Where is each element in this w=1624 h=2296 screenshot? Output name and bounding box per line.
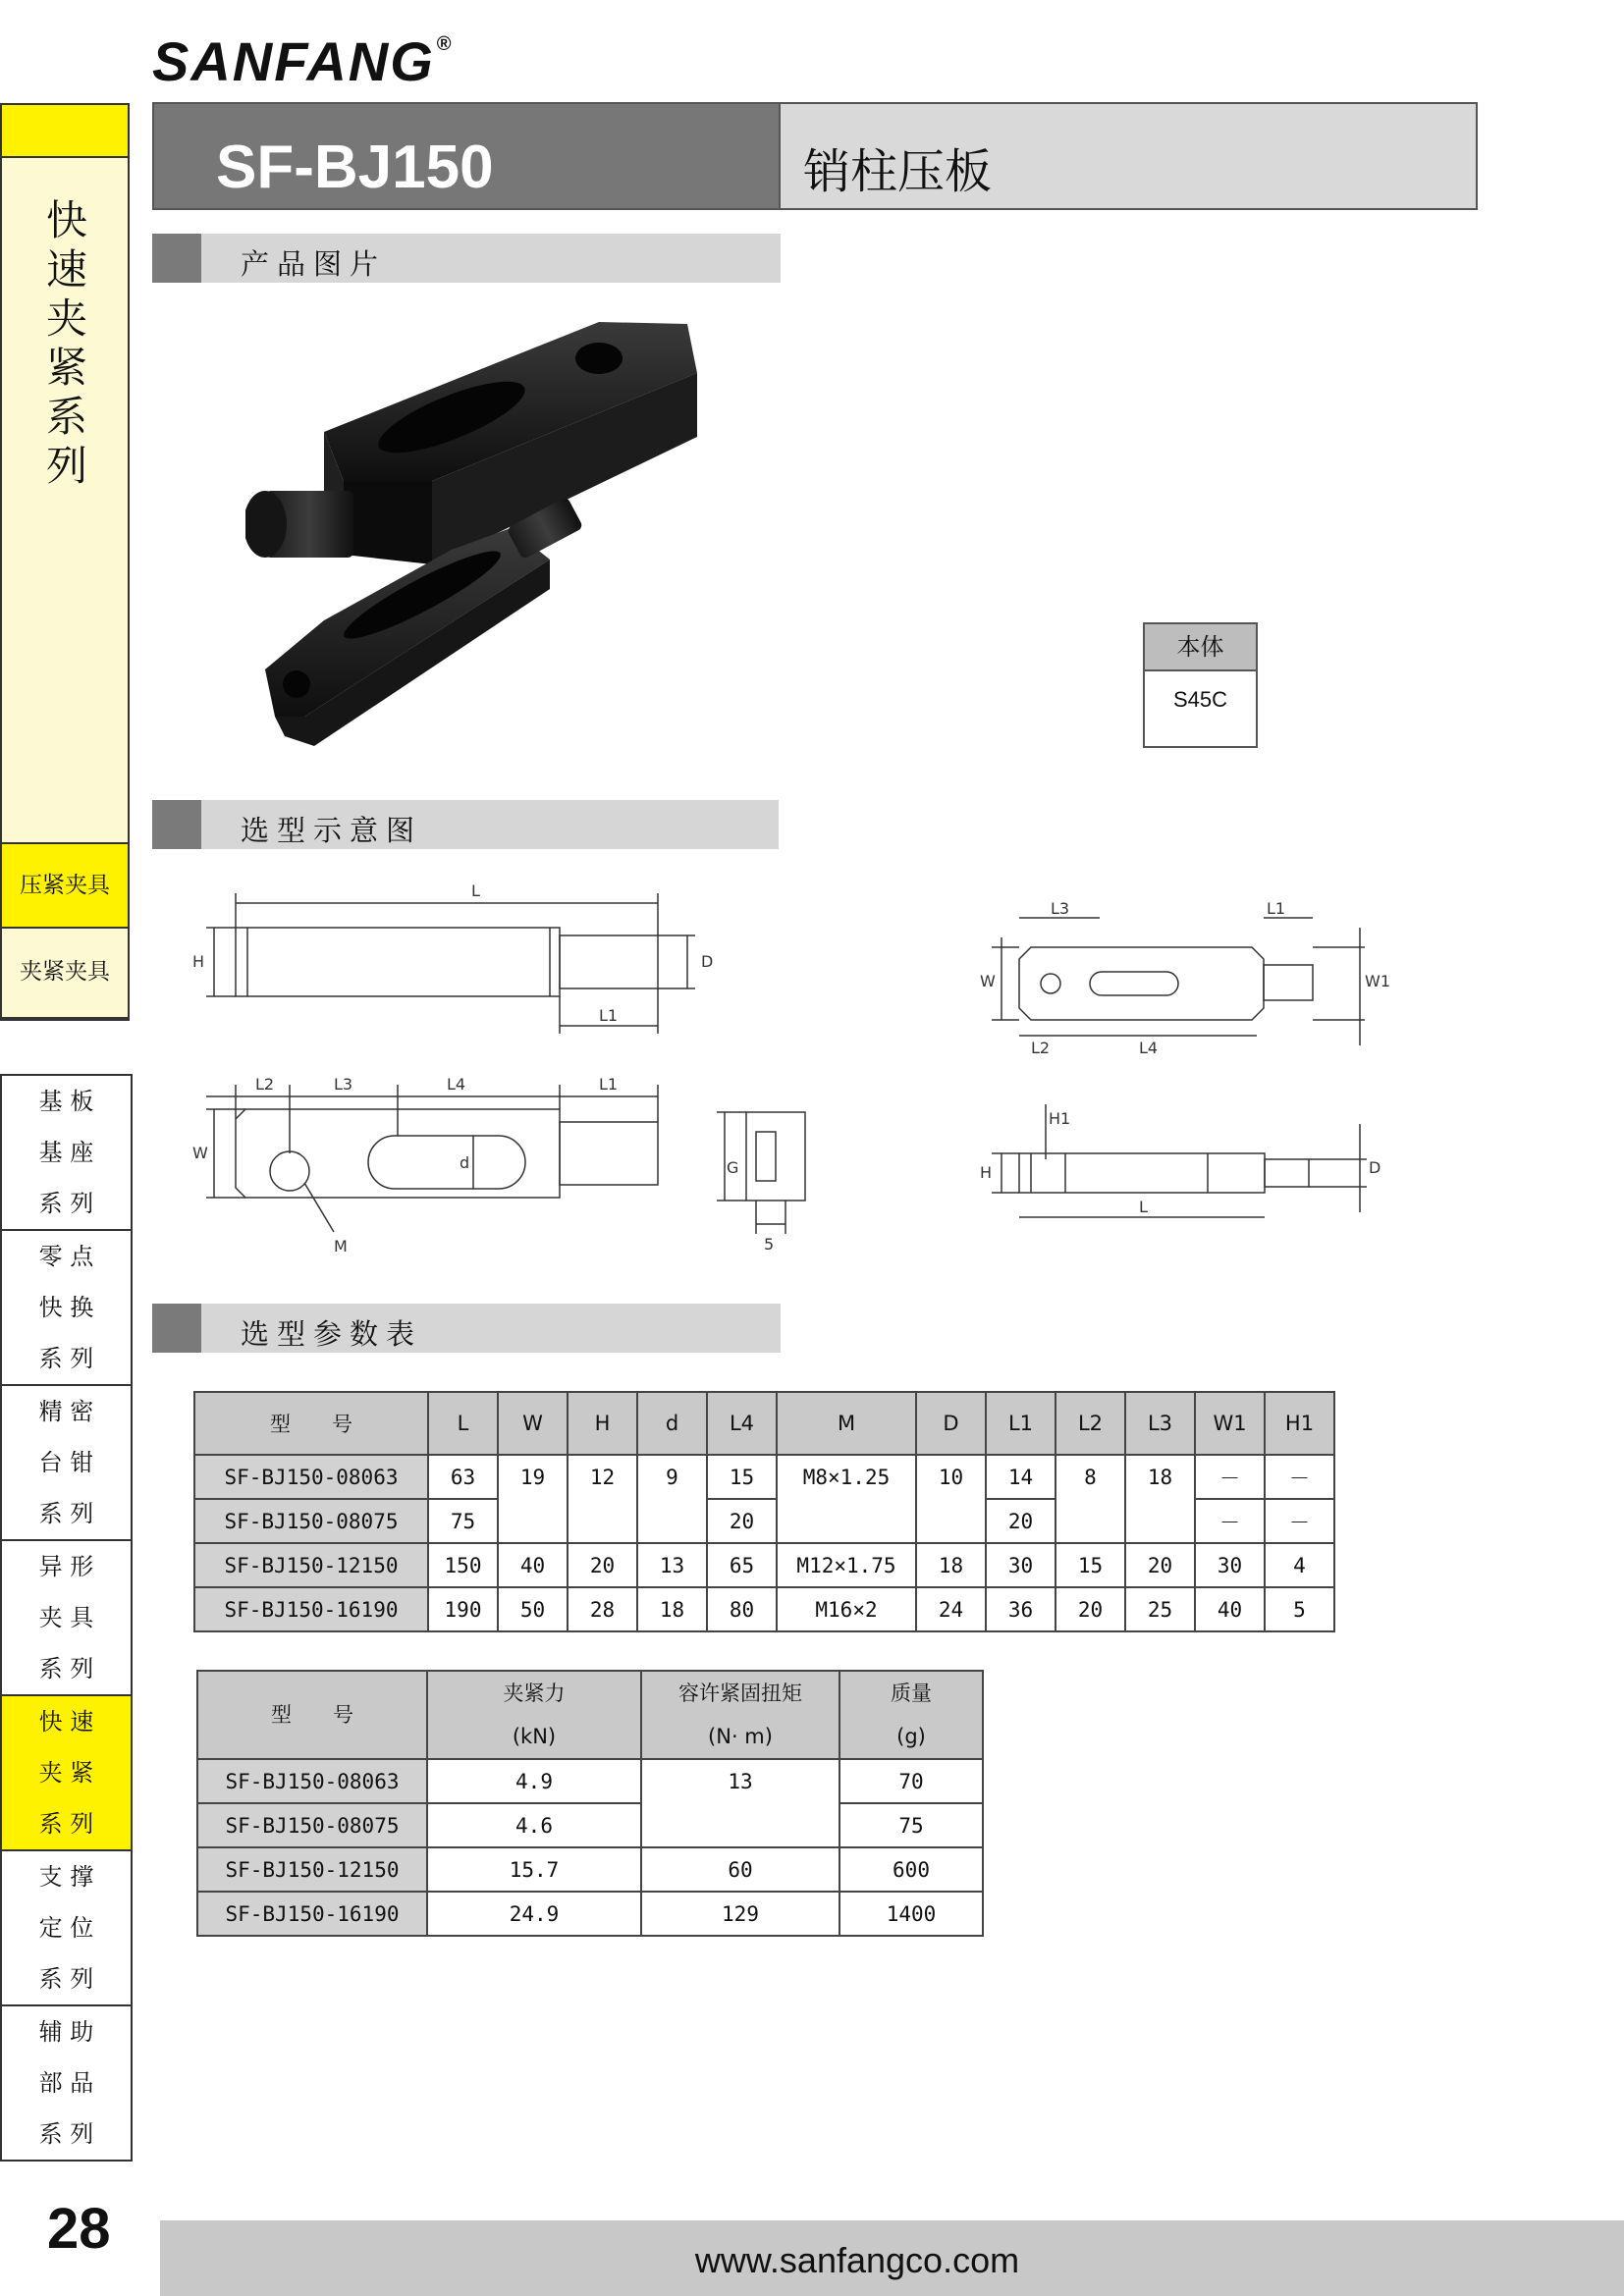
table-row xyxy=(194,1455,1334,1499)
cell: 18 xyxy=(1125,1455,1195,1543)
series-vertical-title: 快速夹紧系列 xyxy=(45,196,87,490)
cell: 9 xyxy=(637,1455,707,1543)
cell: M8×1.25 xyxy=(777,1455,916,1543)
svg-text:H1: H1 xyxy=(1049,1109,1071,1128)
svg-text:D: D xyxy=(701,952,714,971)
product-photo xyxy=(245,304,835,775)
cell: 4.9 xyxy=(427,1759,641,1803)
svg-text:H: H xyxy=(192,952,205,971)
svg-text:L1: L1 xyxy=(599,1075,619,1094)
section-marker xyxy=(152,234,201,283)
website-link[interactable]: www.sanfangco.com xyxy=(694,2240,1020,2280)
svg-text:W1: W1 xyxy=(1365,972,1390,990)
model-cell: SF-BJ150-16190 xyxy=(194,1587,428,1631)
category-clamp-press[interactable]: 压紧夹具 xyxy=(0,842,130,929)
header-line: 质量 xyxy=(891,1682,932,1705)
brand-logo: SANFANG ® xyxy=(152,30,454,92)
nav-line: 系 列 xyxy=(38,1810,94,1838)
cell: 14 xyxy=(986,1455,1056,1499)
svg-text:D: D xyxy=(1369,1158,1381,1177)
cell: 13 xyxy=(637,1543,707,1587)
cell: 50 xyxy=(498,1587,568,1631)
nav-line: 支 撑 xyxy=(38,1863,94,1891)
table-row xyxy=(197,1892,983,1936)
nav-line: 定 位 xyxy=(38,1914,94,1942)
nav-line: 精 密 xyxy=(38,1398,94,1425)
cell: 4.6 xyxy=(427,1803,641,1847)
nav-line: 夹 紧 xyxy=(38,1759,94,1787)
nav-line: 快 速 xyxy=(38,1708,94,1735)
nav-special-fixture-series[interactable] xyxy=(2,1541,131,1696)
material-header: 本体 xyxy=(1145,624,1256,671)
cell: 19 xyxy=(498,1455,568,1543)
svg-text:W: W xyxy=(192,1144,208,1162)
header-line: (kN) xyxy=(512,1725,557,1748)
cell: 20 xyxy=(568,1543,637,1587)
cell: 80 xyxy=(707,1587,777,1631)
cell: 15 xyxy=(1056,1543,1125,1587)
cell: 190 xyxy=(428,1587,498,1631)
section-photo xyxy=(152,234,781,283)
model-cell: SF-BJ150-08075 xyxy=(194,1499,428,1543)
svg-text:M: M xyxy=(334,1237,348,1255)
cell: M16×2 xyxy=(777,1587,916,1631)
cell: 36 xyxy=(986,1587,1056,1631)
cell: 70 xyxy=(839,1759,983,1803)
material-value: S45C xyxy=(1172,687,1228,712)
header-line: (N· m) xyxy=(708,1725,773,1748)
cell: － xyxy=(1195,1455,1265,1499)
header-cell: M xyxy=(777,1392,916,1455)
cell: 600 xyxy=(839,1847,983,1892)
nav-line: 系 列 xyxy=(38,1500,94,1527)
svg-text:L2: L2 xyxy=(255,1075,275,1094)
cell: 4 xyxy=(1265,1543,1334,1587)
section-marker xyxy=(152,800,201,849)
svg-text:H: H xyxy=(980,1163,993,1182)
cell: 20 xyxy=(1056,1587,1125,1631)
header-cell: L1 xyxy=(986,1392,1056,1455)
svg-text:L3: L3 xyxy=(1051,899,1070,918)
cell: 24.9 xyxy=(427,1892,641,1936)
cell: － xyxy=(1265,1455,1334,1499)
cell: 18 xyxy=(637,1587,707,1631)
table-row xyxy=(194,1587,1334,1631)
cell: 18 xyxy=(916,1543,986,1587)
cell: 30 xyxy=(1195,1543,1265,1587)
nav-line: 基 板 xyxy=(38,1088,94,1115)
nav-quick-clamp-series[interactable] xyxy=(2,1696,131,1851)
header-cell: W xyxy=(498,1392,568,1455)
table-row xyxy=(197,1847,983,1892)
cell: 12 xyxy=(568,1455,637,1543)
nav-line: 辅 助 xyxy=(38,2018,94,2046)
header-line: (g) xyxy=(896,1725,926,1748)
cell: 20 xyxy=(707,1499,777,1543)
nav-line: 基 座 xyxy=(38,1139,94,1166)
cell: M12×1.75 xyxy=(777,1543,916,1587)
svg-text:W: W xyxy=(980,972,996,990)
model-cell: SF-BJ150-08063 xyxy=(194,1455,428,1499)
svg-text:L: L xyxy=(471,881,480,900)
header-cell: W1 xyxy=(1195,1392,1265,1455)
nav-support-locate-series[interactable] xyxy=(2,1851,131,2006)
header-cell: d xyxy=(637,1392,707,1455)
header-cell: L4 xyxy=(707,1392,777,1455)
cell: 25 xyxy=(1125,1587,1195,1631)
nav-baseplate-series[interactable] xyxy=(2,1076,131,1231)
section-diagram-title: 选型示意图 xyxy=(241,814,423,847)
product-model: SF-BJ150 xyxy=(216,133,494,201)
header-cell: H xyxy=(568,1392,637,1455)
cell: 40 xyxy=(1195,1587,1265,1631)
category-clamp-grip[interactable]: 夹紧夹具 xyxy=(0,929,130,1019)
cell: 60 xyxy=(641,1847,839,1892)
nav-line: 系 列 xyxy=(38,1965,94,1993)
svg-text:L4: L4 xyxy=(447,1075,466,1094)
svg-text:L: L xyxy=(1139,1198,1148,1216)
dimension-table xyxy=(193,1391,1335,1632)
cell: － xyxy=(1195,1499,1265,1543)
svg-text:G: G xyxy=(727,1158,739,1177)
header-cell xyxy=(427,1671,641,1759)
cell: 20 xyxy=(986,1499,1056,1543)
cell: 150 xyxy=(428,1543,498,1587)
cell: 24 xyxy=(916,1587,986,1631)
nav-line: 台 钳 xyxy=(38,1449,94,1476)
cell: 30 xyxy=(986,1543,1056,1587)
table-row xyxy=(194,1543,1334,1587)
model-cell: SF-BJ150-12150 xyxy=(197,1847,427,1892)
header-line: 型 号 xyxy=(271,1703,353,1727)
series-nav xyxy=(0,1074,133,2162)
cell: 40 xyxy=(498,1543,568,1587)
cell: 5 xyxy=(1265,1587,1334,1631)
header-cell: L3 xyxy=(1125,1392,1195,1455)
dimension-diagram-left xyxy=(187,879,854,1271)
header-cell: H1 xyxy=(1265,1392,1334,1455)
nav-line: 系 列 xyxy=(38,1655,94,1682)
header-cell xyxy=(197,1671,427,1759)
nav-line: 快 换 xyxy=(38,1294,94,1321)
series-sidebar-top xyxy=(0,103,130,158)
svg-text:d: d xyxy=(460,1153,470,1172)
header-cell: D xyxy=(916,1392,986,1455)
material-box xyxy=(1143,622,1258,748)
cell: 15 xyxy=(707,1455,777,1499)
header-cell: L xyxy=(428,1392,498,1455)
nav-precision-vise-series[interactable] xyxy=(2,1386,131,1541)
cell: 20 xyxy=(1125,1543,1195,1587)
page-number: 28 xyxy=(47,2197,111,2261)
table-header-row xyxy=(197,1671,983,1759)
cell: 129 xyxy=(641,1892,839,1936)
section-params-title: 选型参数表 xyxy=(241,1317,423,1351)
product-name: 销柱压板 xyxy=(803,144,993,199)
svg-text:L1: L1 xyxy=(1267,899,1286,918)
cell: 8 xyxy=(1056,1455,1125,1543)
cell: 28 xyxy=(568,1587,637,1631)
table-row xyxy=(197,1803,983,1847)
section-marker xyxy=(152,1304,201,1353)
nav-line: 异 形 xyxy=(38,1553,94,1580)
cell: 75 xyxy=(428,1499,498,1543)
cell: 63 xyxy=(428,1455,498,1499)
header-line: 夹紧力 xyxy=(503,1682,566,1705)
cell: 75 xyxy=(839,1803,983,1847)
header-cell: L2 xyxy=(1056,1392,1125,1455)
cell: － xyxy=(1265,1499,1334,1543)
model-cell: SF-BJ150-16190 xyxy=(197,1892,427,1936)
cell: 65 xyxy=(707,1543,777,1587)
svg-text:L2: L2 xyxy=(1031,1039,1051,1057)
dimension-diagram-right xyxy=(972,888,1404,1242)
model-cell: SF-BJ150-12150 xyxy=(194,1543,428,1587)
svg-text:L1: L1 xyxy=(599,1006,619,1025)
nav-zero-point-series[interactable] xyxy=(2,1231,131,1386)
svg-text:L4: L4 xyxy=(1139,1039,1159,1057)
nav-line: 夹 具 xyxy=(38,1604,94,1631)
section-diagram xyxy=(152,800,779,849)
performance-table xyxy=(196,1670,984,1937)
table-row xyxy=(197,1759,983,1803)
nav-line: 零 点 xyxy=(38,1243,94,1270)
nav-line: 部 品 xyxy=(38,2069,94,2097)
header-line: 容许紧固扭矩 xyxy=(678,1682,802,1705)
nav-accessory-series[interactable] xyxy=(2,2006,131,2160)
svg-text:L3: L3 xyxy=(334,1075,353,1094)
header-cell xyxy=(839,1671,983,1759)
nav-line: 系 列 xyxy=(38,2120,94,2148)
model-cell: SF-BJ150-08075 xyxy=(197,1803,427,1847)
cell: 15.7 xyxy=(427,1847,641,1892)
section-params xyxy=(152,1304,781,1353)
svg-text:5: 5 xyxy=(764,1235,775,1254)
model-cell: SF-BJ150-08063 xyxy=(197,1759,427,1803)
nav-line: 系 列 xyxy=(38,1190,94,1217)
cell: 1400 xyxy=(839,1892,983,1936)
nav-line: 系 列 xyxy=(38,1345,94,1372)
header-cell: 型 号 xyxy=(194,1392,428,1455)
cell: 13 xyxy=(641,1759,839,1847)
section-photo-title: 产品图片 xyxy=(241,247,387,281)
header-cell xyxy=(641,1671,839,1759)
table-header-row xyxy=(194,1392,1334,1455)
cell: 10 xyxy=(916,1455,986,1543)
